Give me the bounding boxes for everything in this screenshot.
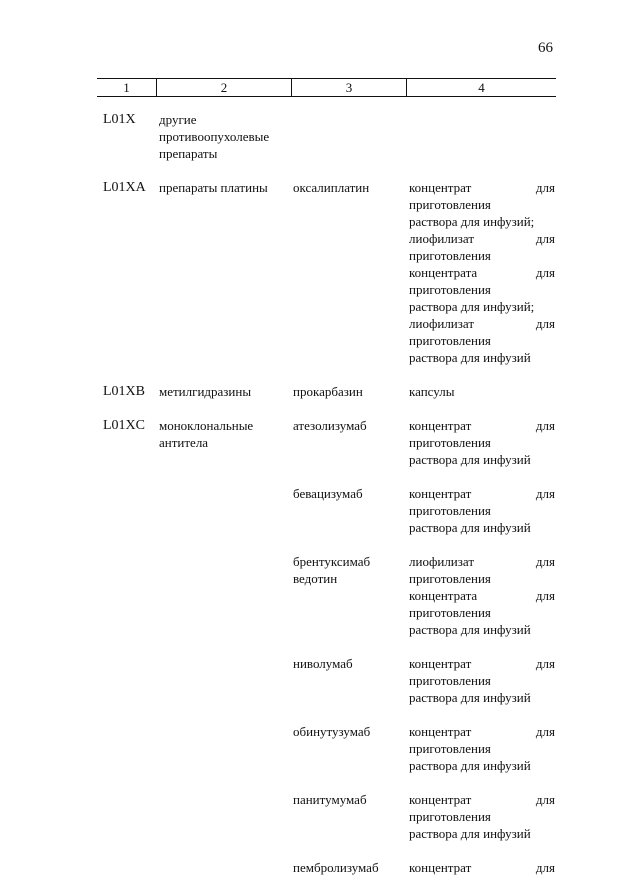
dosage-form-word: концентрат: [409, 418, 472, 433]
dosage-form-line: [409, 264, 555, 281]
dosage-form-line: [409, 859, 555, 876]
dosage-form-line: [409, 434, 555, 451]
dosage-form-word: раствора для инфузий;: [409, 299, 535, 314]
dosage-form-word: для: [535, 860, 555, 875]
dosage-form-word: концентрат: [409, 860, 472, 875]
dosage-form-line: [409, 315, 555, 332]
page-number: 66: [538, 40, 553, 56]
atc-code: L01X: [103, 112, 136, 127]
dosage-form-line: [409, 213, 555, 230]
dosage-forms: [409, 417, 555, 468]
atc-code: L01XB: [103, 384, 145, 399]
dosage-form-line: [409, 281, 555, 298]
dosage-form-word: лиофилизат: [409, 554, 475, 569]
dosage-form-line: [409, 519, 555, 536]
dosage-form-word: приготовления: [409, 605, 491, 620]
dosage-form-line: [409, 298, 555, 315]
drug-name-line: бевацизумаб: [293, 486, 363, 501]
dosage-form-line: [409, 502, 555, 519]
drug-name: [293, 485, 403, 502]
dosage-form-word: для: [535, 180, 555, 195]
dosage-forms: [409, 553, 555, 638]
group-name-line: метилгидразины: [159, 384, 252, 399]
dosage-form-line: [409, 383, 555, 400]
dosage-form-line: [409, 791, 555, 808]
dosage-form-word: для: [535, 656, 555, 671]
dosage-form-word: для: [535, 316, 555, 331]
dosage-form-word: приготовления: [409, 571, 491, 586]
drug-name: [293, 655, 403, 672]
dosage-form-word: приготовления: [409, 197, 491, 212]
dosage-form-line: [409, 757, 555, 774]
drug-name: [293, 859, 403, 876]
dosage-forms: [409, 179, 555, 366]
dosage-form-word: раствора для инфузий: [409, 622, 531, 637]
drug-name: [293, 723, 403, 740]
drug-name-line: ведотин: [293, 571, 338, 586]
header-col-1: 1: [123, 80, 130, 95]
header-col-4: 4: [406, 79, 556, 96]
dosage-form-line: [409, 451, 555, 468]
dosage-form-line: [409, 417, 555, 434]
drug-name: [293, 791, 403, 808]
dosage-form-word: для: [535, 588, 555, 603]
dosage-form-line: [409, 570, 555, 587]
dosage-form-word: приготовления: [409, 248, 491, 263]
dosage-form-line: [409, 604, 555, 621]
group-name: [159, 111, 289, 162]
dosage-form-word: приготовления: [409, 503, 491, 518]
dosage-form-word: лиофилизат: [409, 316, 475, 331]
dosage-form-word: раствора для инфузий: [409, 452, 531, 467]
group-name-line: моноклональные: [159, 418, 254, 433]
dosage-form-word: для: [535, 231, 555, 246]
group-name-line: другие: [159, 112, 197, 127]
dosage-form-word: концентрат: [409, 656, 472, 671]
dosage-form-line: [409, 825, 555, 842]
dosage-form-line: [409, 689, 555, 706]
dosage-form-word: приготовления: [409, 809, 491, 824]
dosage-form-line: [409, 655, 555, 672]
drug-name: [293, 383, 403, 400]
dosage-form-word: раствора для инфузий: [409, 350, 531, 365]
drug-name-line: пембролизумаб: [293, 860, 379, 875]
dosage-form-line: [409, 485, 555, 502]
dosage-form-line: [409, 230, 555, 247]
dosage-form-word: концентрат: [409, 792, 472, 807]
group-name: [159, 179, 289, 196]
dosage-form-line: [409, 553, 555, 570]
dosage-form-word: концентрат: [409, 180, 472, 195]
dosage-form-line: [409, 247, 555, 264]
dosage-form-word: для: [535, 486, 555, 501]
group-name-line: противоопухолевые: [159, 129, 270, 144]
dosage-form-word: лиофилизат: [409, 231, 475, 246]
dosage-form-line: [409, 740, 555, 757]
dosage-form-word: капсулы: [409, 384, 455, 399]
dosage-form-line: [409, 587, 555, 604]
dosage-form-line: [409, 621, 555, 638]
dosage-form-word: раствора для инфузий: [409, 690, 531, 705]
header-col-3: 3: [291, 79, 406, 96]
drug-name-line: атезолизумаб: [293, 418, 367, 433]
dosage-form-word: концентрат: [409, 724, 472, 739]
dosage-form-word: для: [535, 554, 555, 569]
dosage-form-line: [409, 723, 555, 740]
dosage-form-word: приготовления: [409, 435, 491, 450]
drug-name: [293, 179, 403, 196]
drug-name: [293, 417, 403, 434]
dosage-form-word: раствора для инфузий: [409, 758, 531, 773]
dosage-form-line: [409, 332, 555, 349]
dosage-form-word: для: [535, 724, 555, 739]
dosage-form-word: концентрата: [409, 265, 478, 280]
group-name-line: препараты платины: [159, 180, 268, 195]
drug-name-line: панитумумаб: [293, 792, 367, 807]
atc-code: L01XA: [103, 180, 146, 195]
group-name: [159, 383, 289, 400]
drug-name: [293, 553, 403, 587]
dosage-form-word: для: [535, 265, 555, 280]
dosage-form-word: приготовления: [409, 673, 491, 688]
dosage-form-word: раствора для инфузий: [409, 520, 531, 535]
dosage-form-word: для: [535, 418, 555, 433]
dosage-form-word: раствора для инфузий: [409, 826, 531, 841]
group-name: [159, 417, 289, 451]
header-col-2: 2: [156, 79, 291, 96]
table-header: [97, 78, 556, 97]
group-name-line: препараты: [159, 146, 218, 161]
dosage-form-line: [409, 672, 555, 689]
dosage-forms: [409, 655, 555, 706]
group-name-line: антитела: [159, 435, 209, 450]
dosage-form-word: приготовления: [409, 741, 491, 756]
dosage-form-line: [409, 179, 555, 196]
dosage-forms: [409, 485, 555, 536]
dosage-form-word: приготовления: [409, 282, 491, 297]
drug-name-line: брентуксимаб: [293, 554, 371, 569]
dosage-form-word: для: [535, 792, 555, 807]
dosage-form-line: [409, 196, 555, 213]
dosage-forms: [409, 791, 555, 842]
dosage-forms: [409, 383, 555, 400]
dosage-form-word: концентрата: [409, 588, 478, 603]
dosage-form-line: [409, 349, 555, 366]
dosage-form-word: приготовления: [409, 333, 491, 348]
drug-name-line: обинутузумаб: [293, 724, 371, 739]
dosage-form-word: раствора для инфузий;: [409, 214, 535, 229]
dosage-forms: [409, 723, 555, 774]
drug-name-line: прокарбазин: [293, 384, 363, 399]
drug-name-line: оксалиплатин: [293, 180, 370, 195]
dosage-form-word: концентрат: [409, 486, 472, 501]
dosage-forms: [409, 859, 555, 876]
dosage-form-line: [409, 808, 555, 825]
drug-name-line: ниволумаб: [293, 656, 353, 671]
atc-code: L01XC: [103, 418, 145, 433]
